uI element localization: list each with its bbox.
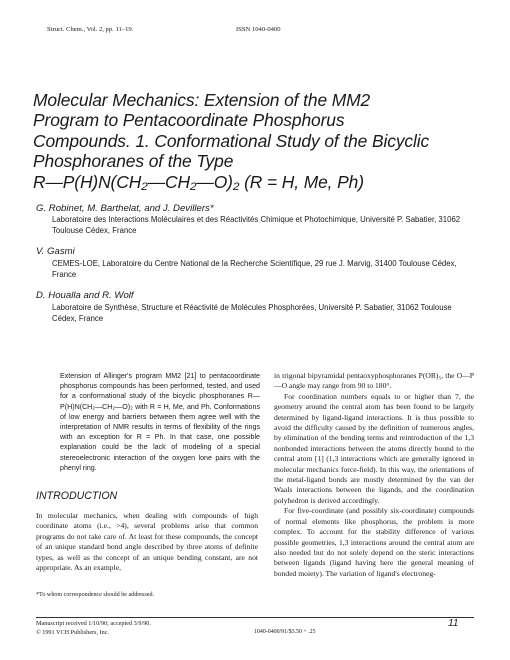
title-line: Phosphoranes of the Type <box>33 151 234 172</box>
author-affiliation: Laboratoire de Synthèse, Structure et Réactivité de Molécules Phosphorées, Université P. Sabatier, 31062 Toulouse Cédex, France <box>52 303 452 323</box>
body-paragraph: For five-coordinate (and possibly six-coordinate) compounds of normal elements like phosphorus, the problem is more complex. To account for the stability difference of various possible geometries, 1,3 interactions around the central atom are also needed but do not solely depend on the steric interactions between ligands (ligand having here the general meaning of bonded moiety). The variation of ligand's electroneg- <box>274 506 474 578</box>
body-paragraph: In molecular mechanics, when dealing with compounds of high coordinate atoms (i.e., >4), several problems arise that common programs do not take care of. At least for these compounds, the concept of an unique standard bond angle described by three atoms of definite types, as well as the concept of an unique bending constant, are not appropriate. As an example, <box>36 511 258 573</box>
copyright-notice: © 1991 VCH Publishers, Inc. <box>36 629 109 636</box>
page-number: 11 <box>448 618 459 629</box>
author-names: V. Gasmi <box>36 246 75 257</box>
footer-rule <box>36 617 474 618</box>
title-line: Molecular Mechanics: Extension of the MM2 <box>33 90 371 110</box>
journal-reference: Struct. Chem., Vol. 2, pp. 11–19. <box>47 26 134 33</box>
body-paragraph: For coordination numbers equals to or higher than 7, the geometry around the central atom has been found to be largely determined by ligand-ligand interactions. It is thus possible to avoid the difficulty caused by the definition of numerous angles, by elimination of the bending terms and reintroduction of the 1,3 nonbonded interactions between the atoms directly bound to the central atom [1] (1,3 interactions which are generally ignored in molecular mechanics force-field). In this way, the orientations of the metal-ligand bonds are mostly determined by the van der Waals interactions between the ligands, and the coordination polyhedron is derived accordingly. <box>274 391 474 505</box>
issn-code: 1040-0400/91/$3.50 + .25 <box>254 629 316 635</box>
title-line: Compounds. 1. Conformational Study of the Bicyclic <box>33 130 430 151</box>
author-names: D. Houalla and R. Wolf <box>36 290 134 301</box>
author-affiliation: CEMES-LOE, Laboratoire du Centre National de la Recherche Scientifique, 29 rue J. Marvig, 31400 Toulouse Cédex, France <box>52 259 457 279</box>
body-paragraph: in trigonal bipyramidal pentaoxyphosphoranes P(OR)₅, the O—P—O angle may range from 90 to 180°. <box>274 371 474 391</box>
article-title <box>33 90 483 192</box>
title-line: Program to Pentacoordinate Phosphorus <box>33 110 345 131</box>
abstract: Extension of Allinger's program MM2 [21] to pentacoordinate phosphorus compounds has been performed, tested, and used for a conformational study of the bicyclic phosphoranes R—P(H)N(CH₂—CH₂—O)₂ with R = H, Me, and Ph. Conformations of low energy and barriers between them agree well with the interpretation of NMR results in terms of flexibility of the rings with an exception for R = Ph. In that case, one possible explanation could be the lack of modeling of a special stereoelectronic interaction of the oxygen lone pairs with the phenyl ring. <box>60 372 260 472</box>
author-names: G. Robinet, M. Barthelat, and J. Devillers* <box>36 203 214 214</box>
manuscript-dates: Manuscript received 1/10/90; accepted 3/9/90. <box>36 620 151 627</box>
title-line: R—P(H)N(CH₂—CH₂—O)₂ (R = H, Me, Ph) <box>33 171 364 192</box>
section-heading: INTRODUCTION <box>36 490 118 502</box>
right-column <box>274 371 474 579</box>
author-affiliation: Laboratoire des Interactions Moléculaires et des Réactivités Chimique et Photochimique, Université P. Sabatier, 31062 Toulouse Cédex, France <box>52 215 461 235</box>
footnote: *To whom correspondence should be addressed. <box>36 592 155 598</box>
issn-header: ISSN 1040-0400 <box>236 26 281 33</box>
